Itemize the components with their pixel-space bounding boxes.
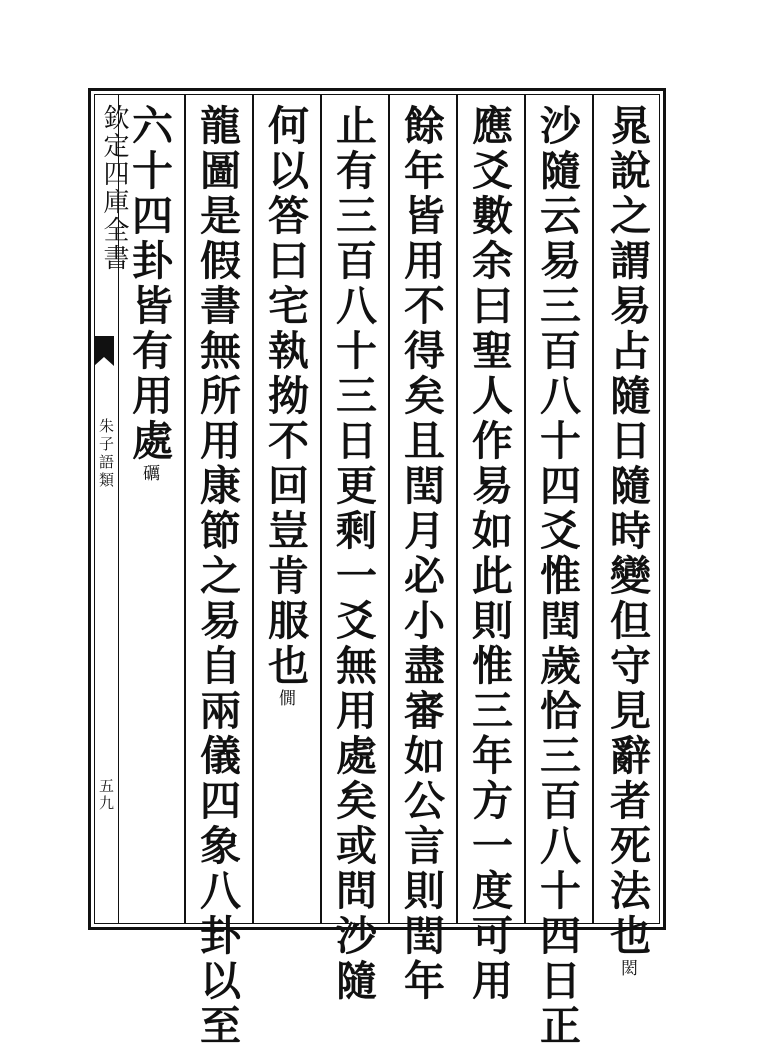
margin-book-title: 朱子語類 [97,418,115,490]
column-text: 六十四卦皆有用處 [125,104,173,464]
column-rule [320,94,322,924]
column-text: 餘年皆用不得矣且閏月必小盡審如公言則閏年 [397,104,445,1004]
text-column-5 [329,104,377,1004]
column-text: 龍圖是假書無所用康節之易自兩儀四象八卦以至 [193,104,241,1049]
column-text: 何以答曰宅執拗不回豈肯服也 [261,104,309,689]
column-rule [456,94,458,924]
text-column-7 [193,104,241,1049]
column-text: 晁說之謂易占隨日隨時變但守見辭者死法也 [603,104,651,959]
column-text: 應爻數余曰聖人作易如此則惟三年方一度可用 [465,104,513,1004]
column-note: 僩 [275,689,295,706]
column-note: 閎 [617,959,637,976]
text-column-8 [125,104,173,481]
text-column-1 [603,104,651,976]
margin-page-number: 五九 [97,778,115,812]
column-rule [184,94,186,924]
text-column-6 [261,104,309,706]
column-rule [592,94,594,924]
text-column-4 [397,104,445,1004]
column-text: 沙隨云易三百八十四爻惟閏歲恰三百八十四日正 [533,104,581,1049]
column-text: 止有三百八十三日更剩一爻無用處矣或問沙隨 [329,104,377,1004]
text-column-3 [465,104,513,1004]
column-note: 礪 [139,464,159,481]
column-rule [524,94,526,924]
margin-header: 欽定四庫全書 [99,104,129,272]
column-rule [388,94,390,924]
text-column-2 [533,104,581,1049]
column-rule [252,94,254,924]
